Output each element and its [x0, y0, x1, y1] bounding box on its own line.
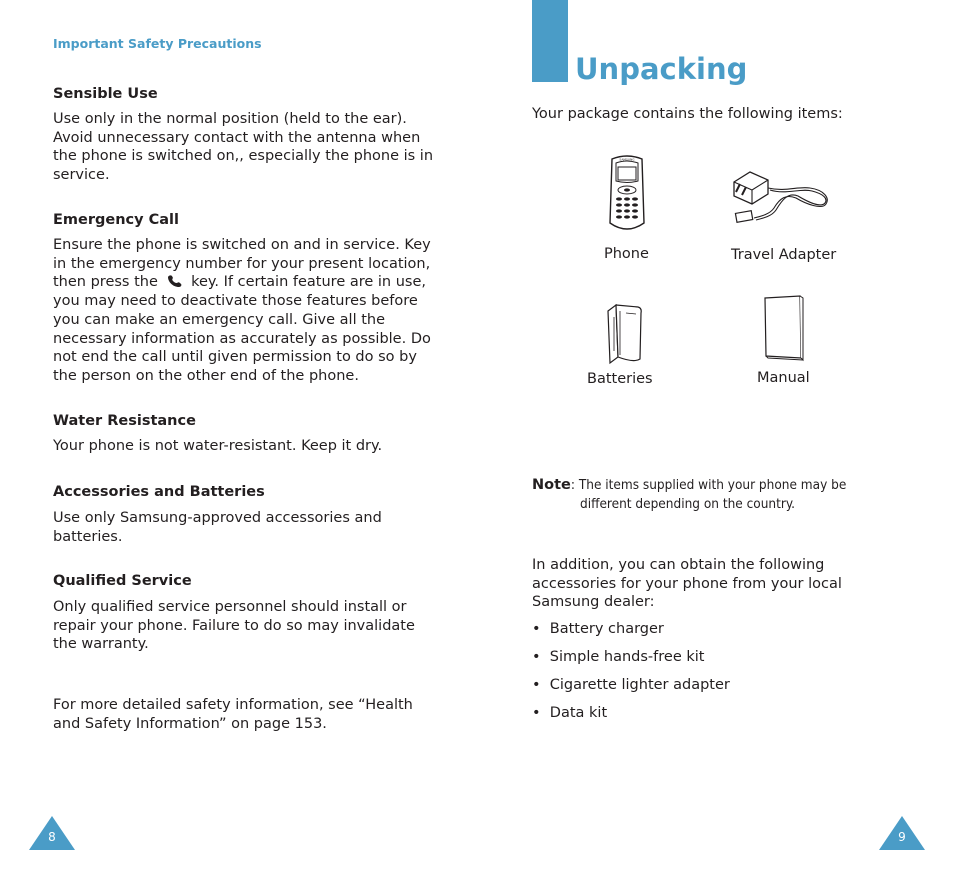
item-label-manual: Manual: [757, 370, 810, 386]
section-heading-qualified-service: Qualified Service: [53, 573, 192, 589]
note-block: [532, 476, 846, 514]
page-number-text: 8: [48, 830, 56, 844]
text-line: Avoid unnecessary contact with the antenna when: [53, 129, 421, 146]
note-line-2: different depending on the country.: [580, 496, 795, 512]
text-line: Samsung dealer:: [532, 594, 655, 611]
text-line: Use only Samsung-approved accessories and: [53, 510, 382, 526]
title-accent-bar: [532, 0, 568, 82]
text-fragment: : The items supplied with your phone may be: [570, 477, 847, 493]
list-item-text: Cigarette lighter adapter: [549, 677, 730, 693]
text-fragment: then press the: [53, 274, 158, 291]
section-body-sensible-use: [53, 110, 433, 185]
page-number-text: 9: [898, 830, 906, 844]
section-body-qualified-service: [53, 598, 415, 654]
accessory-list-item: • Data kit: [532, 705, 608, 721]
text-line: you may need to deactivate those features before: [53, 293, 418, 310]
text-line: service.: [53, 167, 110, 184]
text-line: In addition, you can obtain the following: [532, 557, 825, 573]
safety-info-reference: [53, 696, 413, 733]
text-line: and Safety Information” on page 153.: [53, 715, 327, 732]
travel-adapter-icon: [726, 168, 834, 228]
text-line: For more detailed safety information, see “Health: [53, 697, 413, 713]
text-line: the phone is switched on,, especially the phone is in: [53, 148, 434, 165]
text-line: Only qualified service personnel should install or: [53, 599, 407, 615]
list-item-text: Simple hands-free kit: [549, 649, 705, 665]
text-line: repair your phone. Failure to do so may invalidate: [53, 617, 415, 634]
phone-brand-logo: SAMSUNG: [619, 157, 635, 162]
running-header: Important Safety Precautions: [53, 36, 262, 51]
accessory-list-item: • Battery charger: [532, 621, 664, 637]
package-intro: Your package contains the following items:: [532, 106, 843, 122]
text-line: in the emergency number for your present location,: [53, 255, 431, 272]
text-line: Ensure the phone is switched on and in service. Key: [53, 237, 431, 253]
text-line: Your phone is not water-resistant. Keep it dry.: [53, 438, 383, 454]
note-line-1: [532, 476, 846, 495]
text-line: [53, 273, 431, 292]
text-fragment: key. If certain feature are in use,: [191, 274, 427, 291]
accessories-intro: [532, 556, 842, 612]
section-heading-sensible-use: Sensible Use: [53, 86, 158, 102]
manual-icon: [762, 294, 806, 362]
page-number-left: [29, 816, 75, 850]
section-heading-emergency-call: Emergency Call: [53, 212, 179, 228]
text-line: accessories for your phone from your local: [532, 575, 842, 592]
text-line: the warranty.: [53, 636, 149, 653]
text-line: you can make an emergency call. Give all the: [53, 311, 386, 328]
section-heading-accessories: Accessories and Batteries: [53, 484, 265, 500]
page-title: Unpacking: [575, 52, 748, 86]
text-line: necessary information as accurately as possible. Do: [53, 330, 431, 347]
item-label-phone: Phone: [604, 246, 649, 262]
text-line: not end the call until given permission to do so by: [53, 349, 417, 366]
section-body-water-resistance: [53, 437, 382, 456]
phone-icon: [606, 153, 648, 235]
text-line: batteries.: [53, 528, 123, 545]
note-label: Note: [532, 477, 571, 493]
item-label-travel-adapter: Travel Adapter: [731, 247, 837, 263]
text-line: the person on the other end of the phone.: [53, 367, 359, 384]
section-heading-water-resistance: Water Resistance: [53, 413, 196, 429]
accessory-list-item: • Simple hands-free kit: [532, 649, 705, 665]
battery-icon: [604, 303, 644, 365]
accessory-list-item: • Cigarette lighter adapter: [532, 677, 730, 693]
page-number-right: [879, 816, 925, 850]
text-line: Use only in the normal position (held to the ear).: [53, 111, 407, 127]
item-label-batteries: Batteries: [587, 371, 653, 387]
list-item-text: Battery charger: [549, 621, 664, 637]
send-key-icon: [165, 274, 185, 288]
section-body-emergency-call: [53, 236, 431, 386]
list-item-text: Data kit: [549, 705, 608, 721]
section-body-accessories: [53, 509, 382, 546]
